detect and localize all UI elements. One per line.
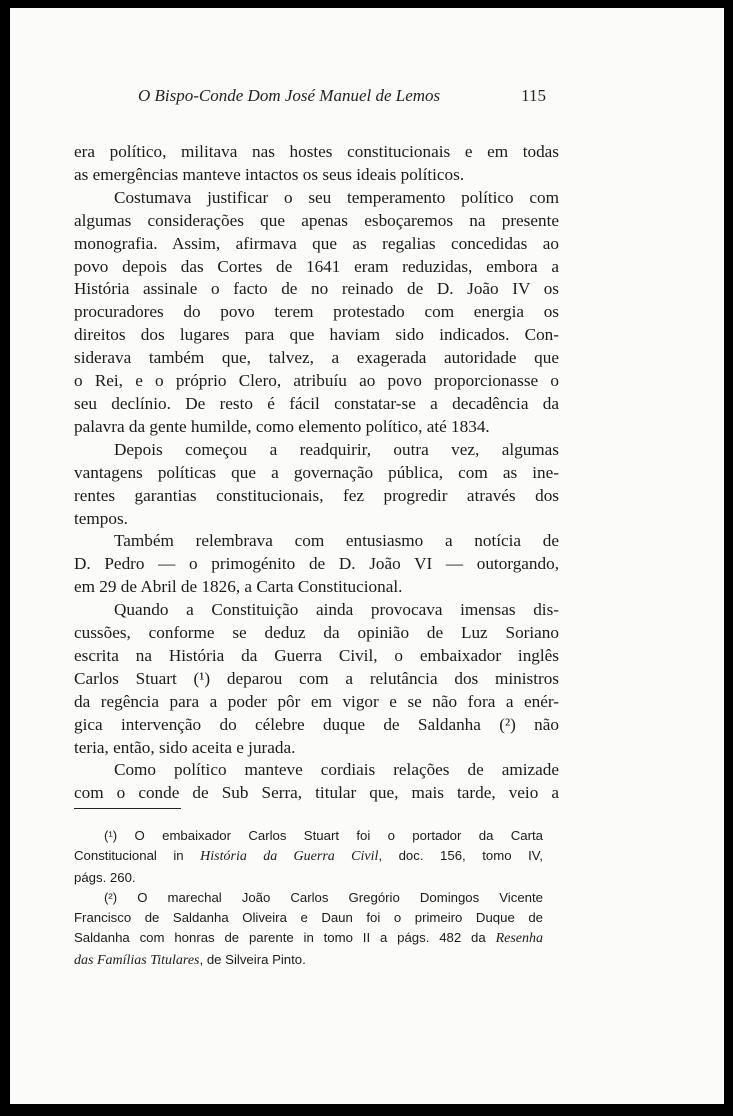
body-line: palavra da gente humilde, como elemento político, até 1834. [74,416,490,436]
body-line: da regência para a poder pôr em vigor e se não fora a enér- [74,691,559,711]
footnote-1-line-2: Constitucional in História da Guerra Civil, doc. 156, tomo IV, [74,848,543,865]
body-line: Também relembrava com entusiasmo a notícia de [114,531,559,551]
footnotes [74,826,543,971]
footnote-2-line-2: Francisco de Saldanha Oliveira e Daun foi o primeiro Duque de [74,910,543,926]
body-line: teria, então, sido aceita e jurada. [74,737,296,757]
body-line: D. Pedro — o primogénito de D. João VI — outorgando, [74,554,559,574]
body-line: História assinale o facto de no reinado de D. João IV os [74,279,559,299]
body-line: Carlos Stuart (¹) deparou com a relutância dos ministros [74,668,559,688]
body-line: Depois começou a readquirir, outra vez, algumas [114,439,559,459]
running-title: O Bispo-Conde Dom José Manuel de Lemos [138,86,441,105]
body-line: seu declínio. De resto é fácil constatar-se a decadência da [74,393,559,413]
footnote-1-line-3: págs. 260. [74,869,136,885]
body-line: siderava também que, talvez, a exagerada autoridade que [74,348,559,368]
body-line: as emergências manteve intactos os seus ideais políticos. [74,164,465,184]
body-line: Como político manteve cordiais relações de amizade [114,760,559,780]
body-line: cussões, conforme se deduz da opinião de Luz Soriano [74,623,559,643]
body-line: procuradores do povo terem protestado com energia os [74,302,559,322]
body-line: com o conde de Sub Serra, titular que, mais tarde, veio a [74,783,559,803]
body-line: vantagens políticas que a governação pública, com as ine- [74,462,559,482]
body-line: algumas considerações que apenas esboçaremos na presente [74,210,559,230]
footnote-2-line-4: das Famílias Titulares, de Silveira Pinto. [74,951,306,968]
footnote-1-line-1: (¹) O embaixador Carlos Stuart foi o portador da Carta [104,828,543,843]
body-line: escrita na História da Guerra Civil, o embaixador inglês [74,645,559,665]
page-number: 115 [521,86,546,105]
footnote-rule [74,808,181,809]
body-line: tempos. [74,508,128,528]
running-header [138,86,546,106]
body-line: Quando a Constituição ainda provocava imensas dis- [114,600,559,620]
body-line: direitos dos lugares para que haviam sido indicados. Con- [74,325,559,345]
footnote-2-line-1: (²) O marechal João Carlos Gregório Domingos Vicente [104,889,543,905]
body-line: rentes garantias constitucionais, fez progredir através dos [74,485,559,505]
body-line: gica intervenção do célebre duque de Saldanha (²) não [74,714,559,734]
footnote-2-line-3: Saldanha com honras de parente in tomo II a págs. 482 da Resenha [74,930,543,947]
body-line: em 29 de Abril de 1826, a Carta Constitucional. [74,577,403,597]
body-line: monografia. Assim, afirmava que as regalias concedidas ao [74,233,559,253]
body-line: era político, militava nas hostes constitucionais e em todas [74,142,559,161]
body-text [74,141,559,805]
body-line: povo depois das Cortes de 1641 eram reduzidas, embora a [74,256,559,276]
body-line: Costumava justificar o seu temperamento político com [114,187,559,207]
body-line: o Rei, e o próprio Clero, atribuíu ao povo proporcionasse o [74,371,559,391]
